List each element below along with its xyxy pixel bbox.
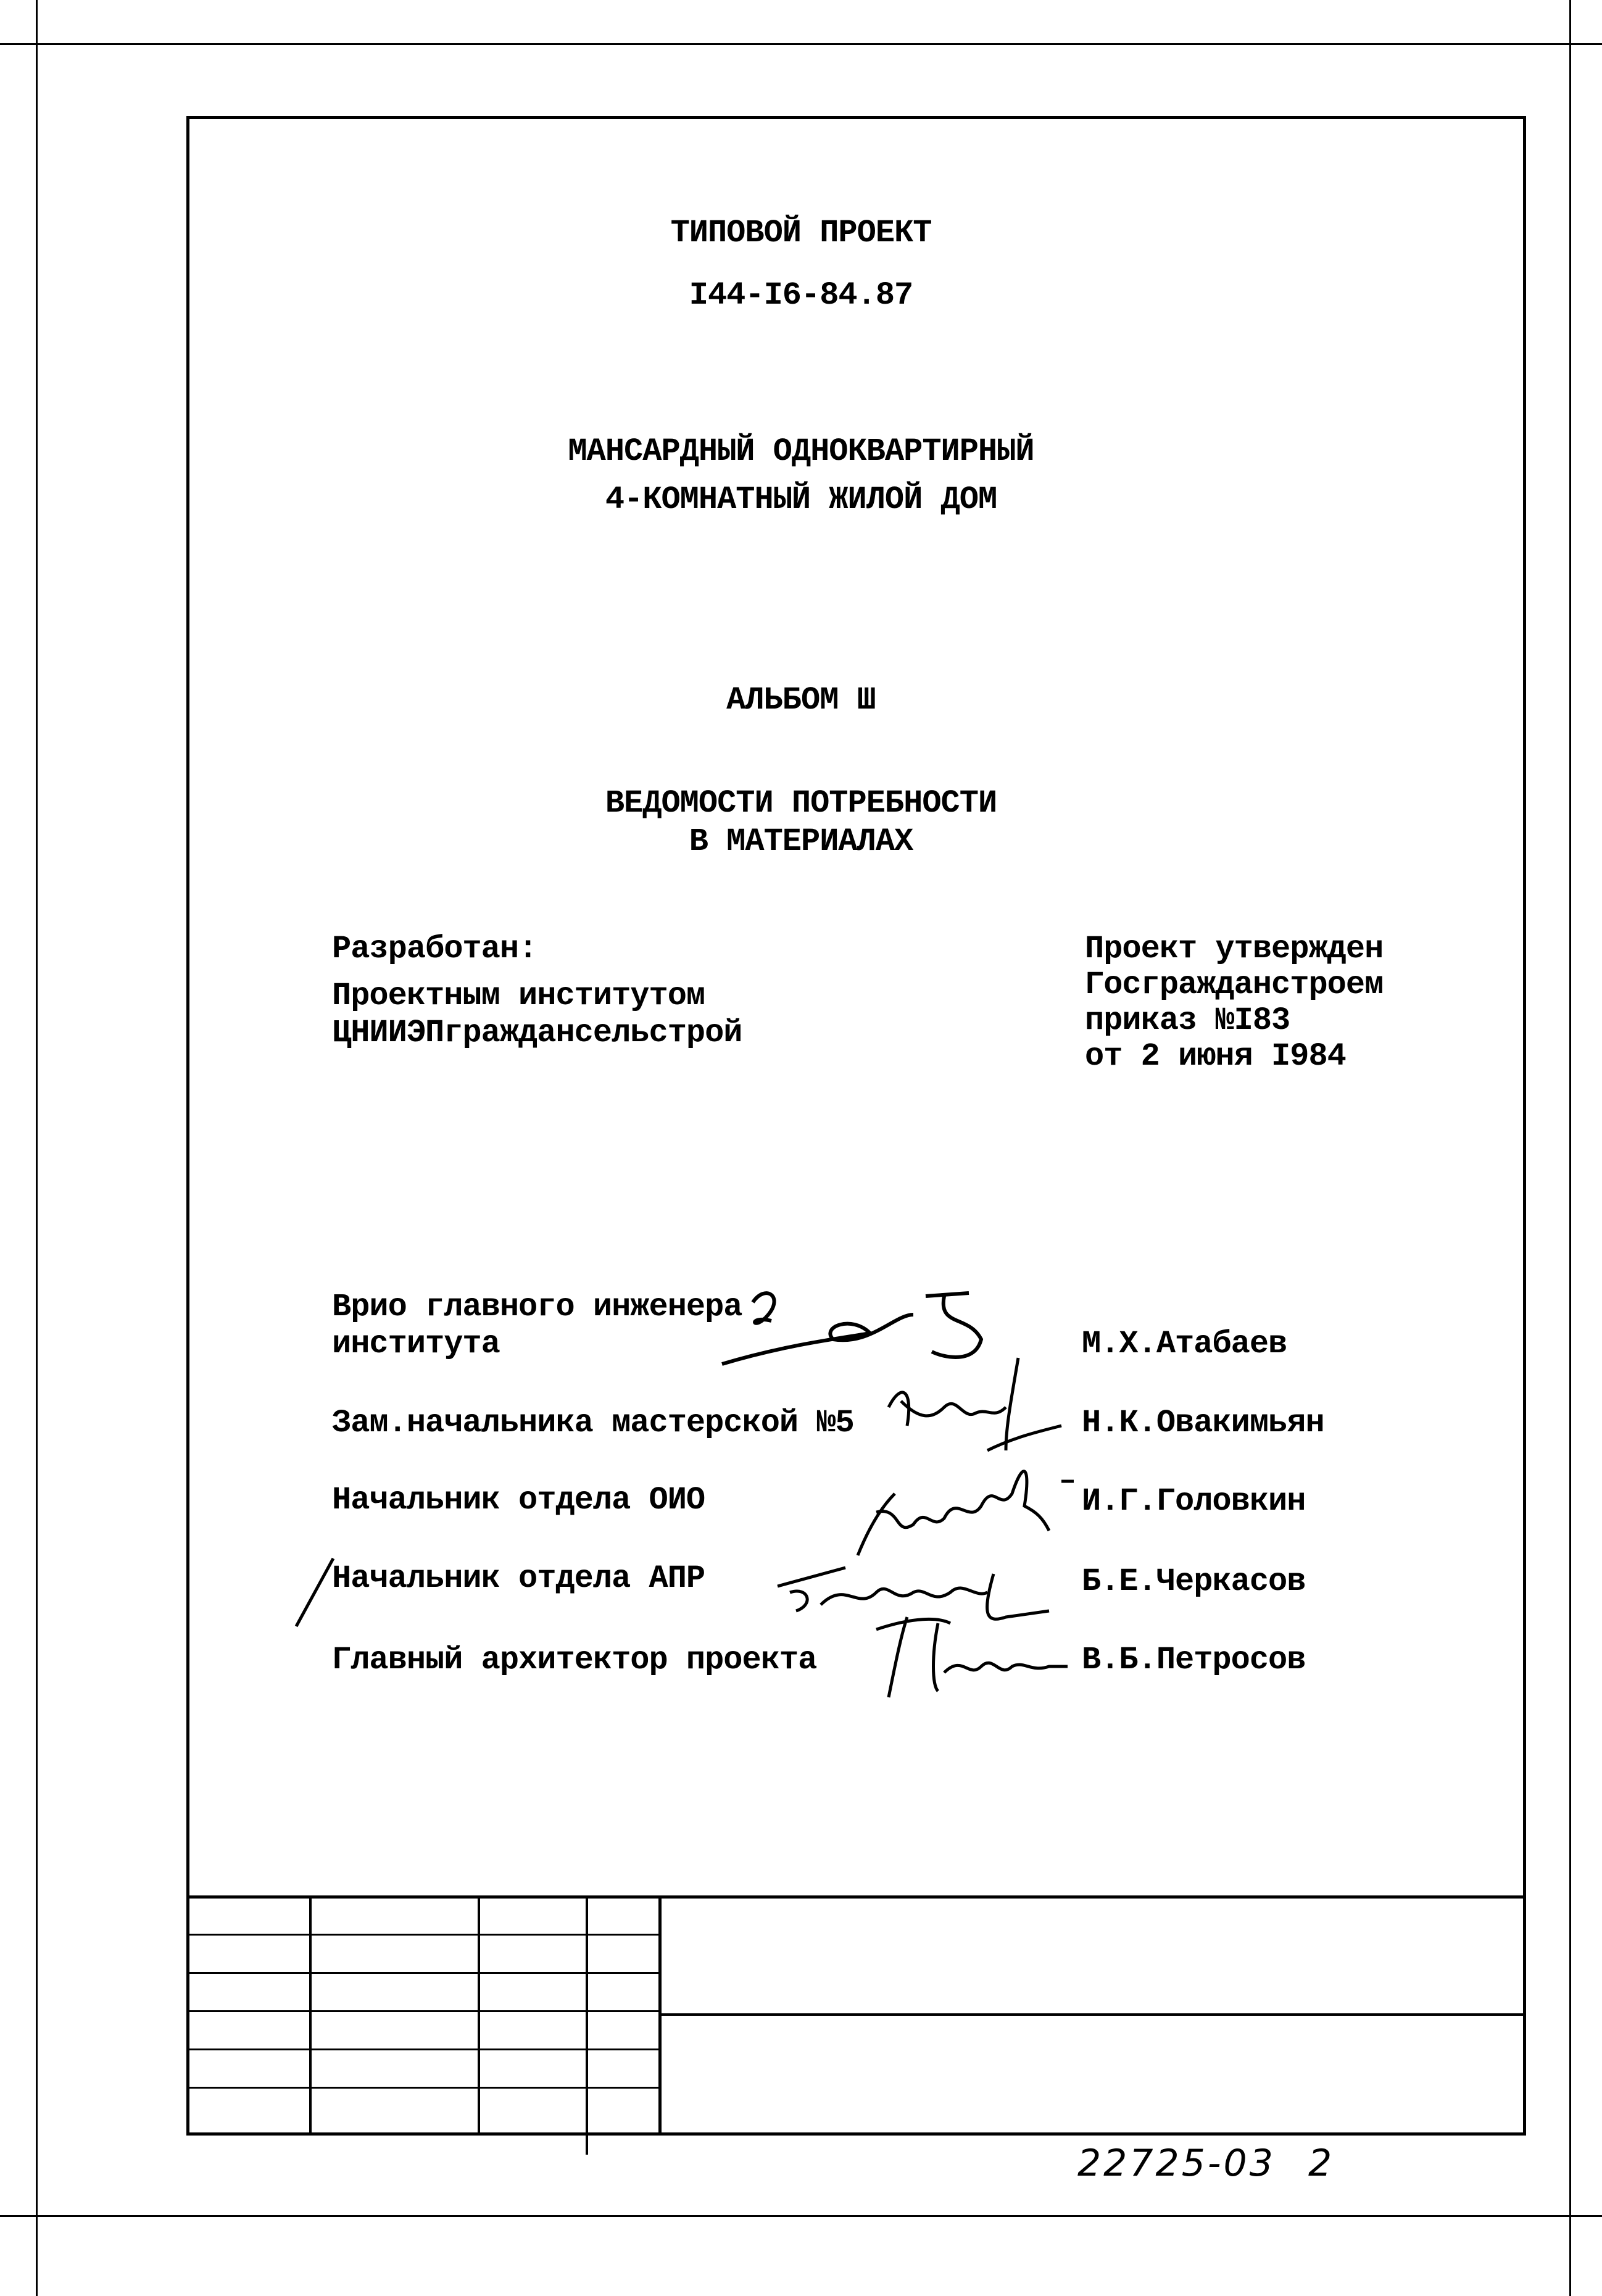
signatory-role-cont: института: [332, 1326, 500, 1362]
signatory-name: И.Г.Головкин: [1082, 1483, 1306, 1520]
outer-frame-top: [0, 43, 1602, 45]
signatory-name: М.Х.Атабаев: [1082, 1326, 1287, 1362]
signatory-name: В.Б.Петросов: [1082, 1642, 1306, 1678]
inner-frame-right: [1523, 116, 1526, 2136]
signatory-name: Н.К.Овакимьян: [1082, 1405, 1324, 1441]
page-number: 2: [1308, 2142, 1335, 2185]
signatory-name: Б.Е.Черкасов: [1082, 1563, 1306, 1600]
project-number: I44-I6-84.87: [689, 277, 913, 314]
album-number: АЛЬБОМ Ш: [726, 682, 876, 718]
signature-petrosov: [864, 1605, 1074, 1703]
developer-line-2: ЦНИИЭПграждансельстрой: [332, 1015, 742, 1051]
signatory-role: Главный архитектор проекта: [332, 1642, 817, 1678]
approval-line-3: приказ №I83: [1085, 1002, 1290, 1039]
approval-line-2: Госгражданстроем: [1085, 967, 1384, 1003]
title-line-1: МАНСАРДНЫЙ ОДНОКВАРТИРНЫЙ: [568, 433, 1034, 470]
approval-line-4: от 2 июня I984: [1085, 1038, 1346, 1075]
outer-frame-left: [36, 0, 38, 2296]
signatory-role: Врио главного инженера: [332, 1289, 742, 1325]
outer-frame-right: [1569, 0, 1571, 2296]
signatory-role: Начальник отдела АПР: [332, 1560, 705, 1597]
inner-frame-left: [186, 116, 189, 2136]
title-line-2: 4-КОМНАТНЫЙ ЖИЛОЙ ДОМ: [605, 481, 997, 518]
signatory-role: Зам.начальника мастерской №5: [332, 1405, 854, 1441]
signatory-role: Начальник отдела ОИО: [332, 1482, 705, 1518]
subject-line-1: ВЕДОМОСТИ ПОТРЕБНОСТИ: [605, 785, 997, 821]
outer-frame-bottom: [0, 2215, 1602, 2217]
pen-mark: [290, 1555, 339, 1629]
developer-line-1: Проектным институтом: [332, 978, 705, 1014]
inner-frame-top: [186, 116, 1526, 119]
subject-line-2: В МАТЕРИАЛАХ: [689, 823, 913, 860]
inner-frame-bottom: [186, 2132, 1526, 2136]
inventory-number: 22725-03: [1077, 2142, 1276, 2185]
project-type: ТИПОВОЙ ПРОЕКТ: [670, 215, 932, 251]
approval-line-1: Проект утвержден: [1085, 931, 1384, 967]
developer-label: Разработан:: [332, 931, 537, 967]
